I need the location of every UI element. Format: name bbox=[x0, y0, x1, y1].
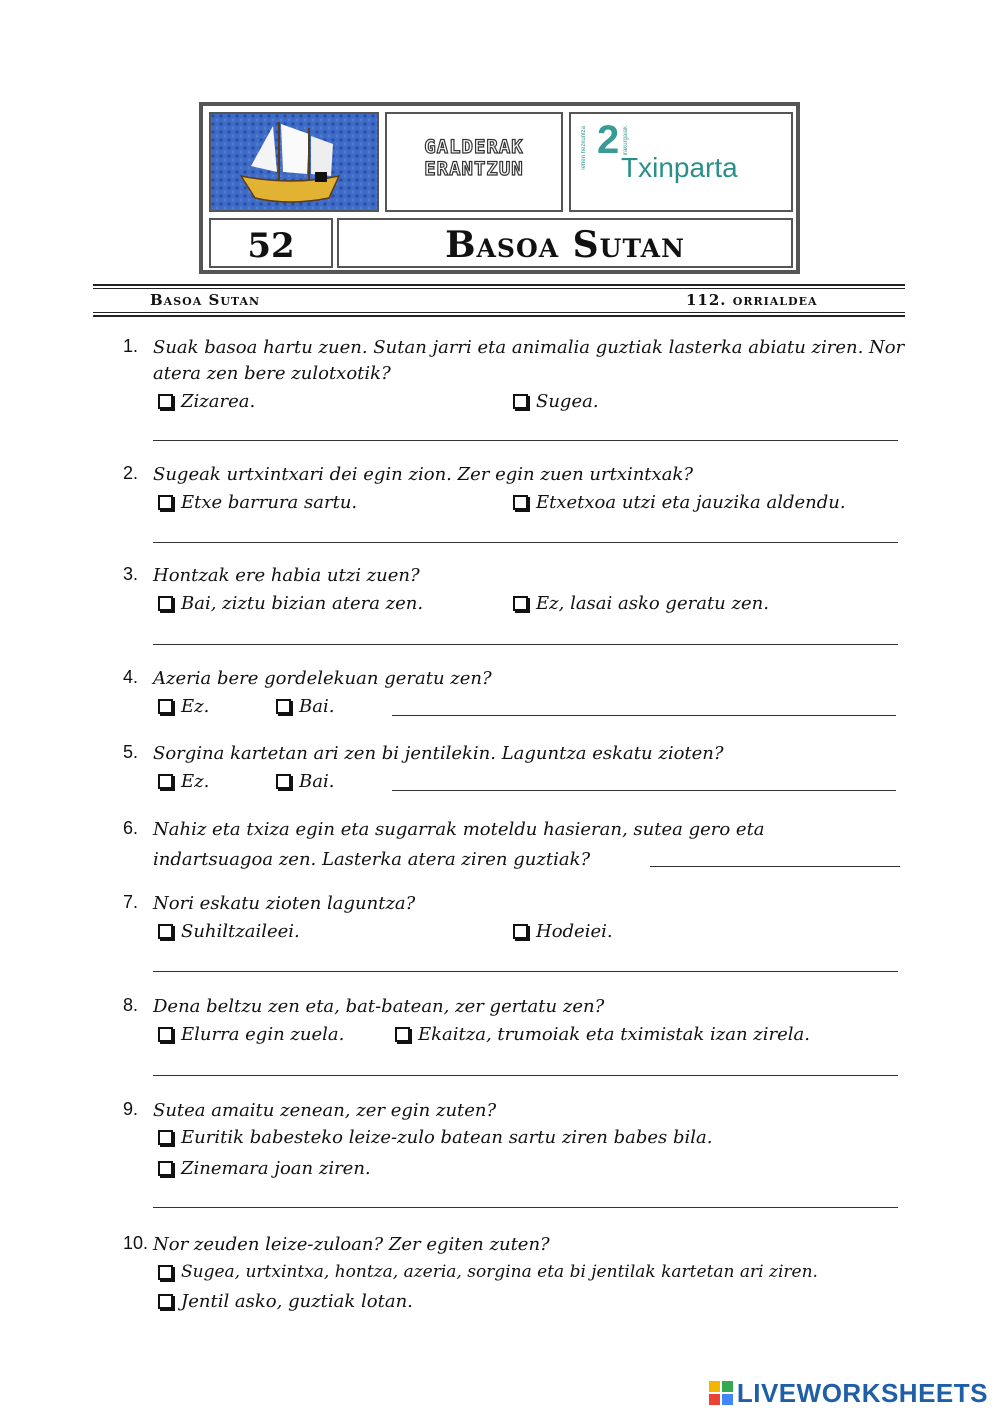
bottom-rule-thin bbox=[93, 312, 905, 313]
question-9-text: Sutea amaitu zenean, zer egin zuten? bbox=[153, 1100, 497, 1121]
liveworksheets-logo-icon bbox=[709, 1381, 733, 1405]
title-graphic-line2: ERANTZUN bbox=[424, 158, 524, 180]
question-7-option-1[interactable] bbox=[158, 921, 300, 942]
checkbox[interactable] bbox=[395, 1027, 410, 1042]
txinparta-logo bbox=[569, 112, 793, 212]
checkbox[interactable] bbox=[513, 924, 528, 939]
checkbox[interactable] bbox=[513, 394, 528, 409]
question-7-answer-line[interactable] bbox=[153, 971, 898, 972]
question-6-answer-line[interactable] bbox=[650, 866, 900, 867]
question-2-number: 2. bbox=[123, 463, 139, 483]
worksheet-number-cell bbox=[209, 218, 333, 268]
checkbox[interactable] bbox=[158, 394, 173, 409]
question-10-text: Nor zeuden leize-zuloan? Zer egiten zuten? bbox=[153, 1234, 550, 1255]
question-1-option-2[interactable] bbox=[513, 391, 599, 412]
question-2-option-2[interactable] bbox=[513, 492, 846, 513]
option-label: Suhiltzaileei. bbox=[181, 921, 300, 942]
option-label: Bai, ziztu bizian atera zen. bbox=[181, 593, 424, 614]
question-5-option-1[interactable] bbox=[158, 771, 209, 792]
checkbox[interactable] bbox=[158, 1265, 173, 1280]
question-10-option-1[interactable] bbox=[158, 1262, 818, 1282]
option-label: Ez. bbox=[181, 696, 210, 717]
option-label: Ekaitza, trumoiak eta tximistak izan zirela. bbox=[418, 1024, 811, 1045]
galderak-erantzun-title bbox=[385, 112, 563, 212]
checkbox[interactable] bbox=[158, 1161, 173, 1176]
question-8-text: Dena beltzu zen eta, bat-batean, zer gertatu zen? bbox=[153, 996, 605, 1017]
option-label: Zinemara joan ziren. bbox=[181, 1158, 371, 1179]
option-label: Ez, lasai asko geratu zen. bbox=[536, 593, 769, 614]
worksheet-number: 52 bbox=[247, 226, 295, 266]
checkbox[interactable] bbox=[513, 596, 528, 611]
top-rule bbox=[93, 284, 905, 286]
liveworksheets-brand bbox=[709, 1378, 988, 1409]
question-4-number: 4. bbox=[123, 667, 139, 687]
question-8-answer-line[interactable] bbox=[153, 1075, 898, 1076]
checkbox[interactable] bbox=[158, 596, 173, 611]
question-6-text-line1: Nahiz eta txiza egin eta sugarrak moteldu hasieran, sutea gero eta bbox=[153, 819, 765, 840]
checkbox[interactable] bbox=[158, 699, 173, 714]
title-graphic-line1: GALDERAK bbox=[424, 136, 524, 158]
checkbox[interactable] bbox=[158, 774, 173, 789]
question-1-text: Suak basoa hartu zuen. Sutan jarri eta animalia guztiak lasterka abiatu ziren. Nor atera zen bere zulotxotik? bbox=[153, 337, 905, 384]
question-5-option-2[interactable] bbox=[276, 771, 334, 792]
question-9-number: 9. bbox=[123, 1099, 139, 1119]
question-4-option-1[interactable] bbox=[158, 696, 209, 717]
question-9-option-1[interactable] bbox=[158, 1127, 713, 1148]
question-2-option-1[interactable] bbox=[158, 492, 357, 513]
question-6-text-line2: indartsuagoa zen. Lasterka atera ziren guztiak? bbox=[153, 849, 591, 870]
question-6-number: 6. bbox=[123, 818, 139, 838]
checkbox[interactable] bbox=[158, 1294, 173, 1309]
question-2-answer-line[interactable] bbox=[153, 542, 898, 543]
question-3-text: Hontzak ere habia utzi zuen? bbox=[153, 565, 420, 586]
bottom-rule bbox=[93, 315, 905, 317]
checkbox[interactable] bbox=[276, 774, 291, 789]
question-9-answer-line[interactable] bbox=[153, 1207, 898, 1208]
question-8-option-2[interactable] bbox=[395, 1024, 810, 1045]
question-10-number: 10. bbox=[123, 1233, 149, 1253]
question-4-text: Azeria bere gordelekuan geratu zen? bbox=[153, 668, 492, 689]
question-5-number: 5. bbox=[123, 742, 139, 762]
top-rule-thin bbox=[93, 288, 905, 289]
option-label: Etxe barrura sartu. bbox=[181, 492, 358, 513]
brand-text: LIVEWORKSHEETS bbox=[736, 1378, 988, 1408]
checkbox[interactable] bbox=[158, 924, 173, 939]
option-label: Etxetxoa utzi eta jauzika aldendu. bbox=[536, 492, 846, 513]
question-1-answer-line[interactable] bbox=[153, 440, 898, 441]
checkbox[interactable] bbox=[158, 1027, 173, 1042]
question-7-option-2[interactable] bbox=[513, 921, 613, 942]
question-9-option-2[interactable] bbox=[158, 1158, 371, 1179]
option-label: Hodeiei. bbox=[536, 921, 613, 942]
option-label: Elurra egin zuela. bbox=[181, 1024, 345, 1045]
question-1-option-1[interactable] bbox=[158, 391, 255, 412]
question-7-text: Nori eskatu zioten laguntza? bbox=[153, 893, 416, 914]
question-1-number: 1. bbox=[123, 336, 139, 356]
checkbox[interactable] bbox=[158, 495, 173, 510]
logo-small-right: irakurgaiak bbox=[623, 126, 629, 156]
question-3-option-1[interactable] bbox=[158, 593, 423, 614]
checkbox[interactable] bbox=[513, 495, 528, 510]
question-8-number: 8. bbox=[123, 995, 139, 1015]
logo-number: 2 bbox=[597, 118, 620, 162]
option-label: Zizarea. bbox=[181, 391, 256, 412]
option-label: Sugea, urtxintxa, hontza, azeria, sorgina eta bi jentilak kartetan ari ziren. bbox=[181, 1262, 818, 1282]
question-5-text: Sorgina kartetan ari zen bi jentilekin. Laguntza eskatu zioten? bbox=[153, 743, 724, 764]
question-7-number: 7. bbox=[123, 892, 139, 912]
story-title-cell bbox=[337, 218, 793, 268]
logo-small-left: lehen hezkuntza bbox=[581, 126, 587, 170]
option-label: Bai. bbox=[299, 696, 335, 717]
question-3-option-2[interactable] bbox=[513, 593, 769, 614]
option-label: Jentil asko, guztiak lotan. bbox=[181, 1291, 413, 1312]
question-2-text: Sugeak urtxintxari dei egin zion. Zer egin zuen urtxintxak? bbox=[153, 464, 693, 485]
checkbox[interactable] bbox=[276, 699, 291, 714]
question-3-number: 3. bbox=[123, 564, 139, 584]
question-3-answer-line[interactable] bbox=[153, 644, 898, 645]
question-5-answer-line[interactable] bbox=[392, 790, 896, 791]
logo-brand: Txinparta bbox=[621, 152, 738, 183]
ship-image bbox=[211, 114, 377, 210]
ship-illustration bbox=[209, 112, 379, 212]
option-label: Euritik babesteko leize-zulo batean sartu ziren babes bila. bbox=[181, 1127, 713, 1148]
question-8-option-1[interactable] bbox=[158, 1024, 344, 1045]
subheader-left: Basoa Sutan bbox=[150, 291, 261, 309]
option-label: Bai. bbox=[299, 771, 335, 792]
question-4-answer-line[interactable] bbox=[392, 715, 896, 716]
question-4-option-2[interactable] bbox=[276, 696, 334, 717]
option-label: Ez. bbox=[181, 771, 210, 792]
option-label: Sugea. bbox=[536, 391, 599, 412]
header-box bbox=[199, 102, 800, 274]
story-title: Basoa Sutan bbox=[445, 224, 685, 266]
checkbox[interactable] bbox=[158, 1130, 173, 1145]
subheader-right: 112. orrialdea bbox=[686, 291, 818, 309]
question-10-option-2[interactable] bbox=[158, 1291, 413, 1312]
